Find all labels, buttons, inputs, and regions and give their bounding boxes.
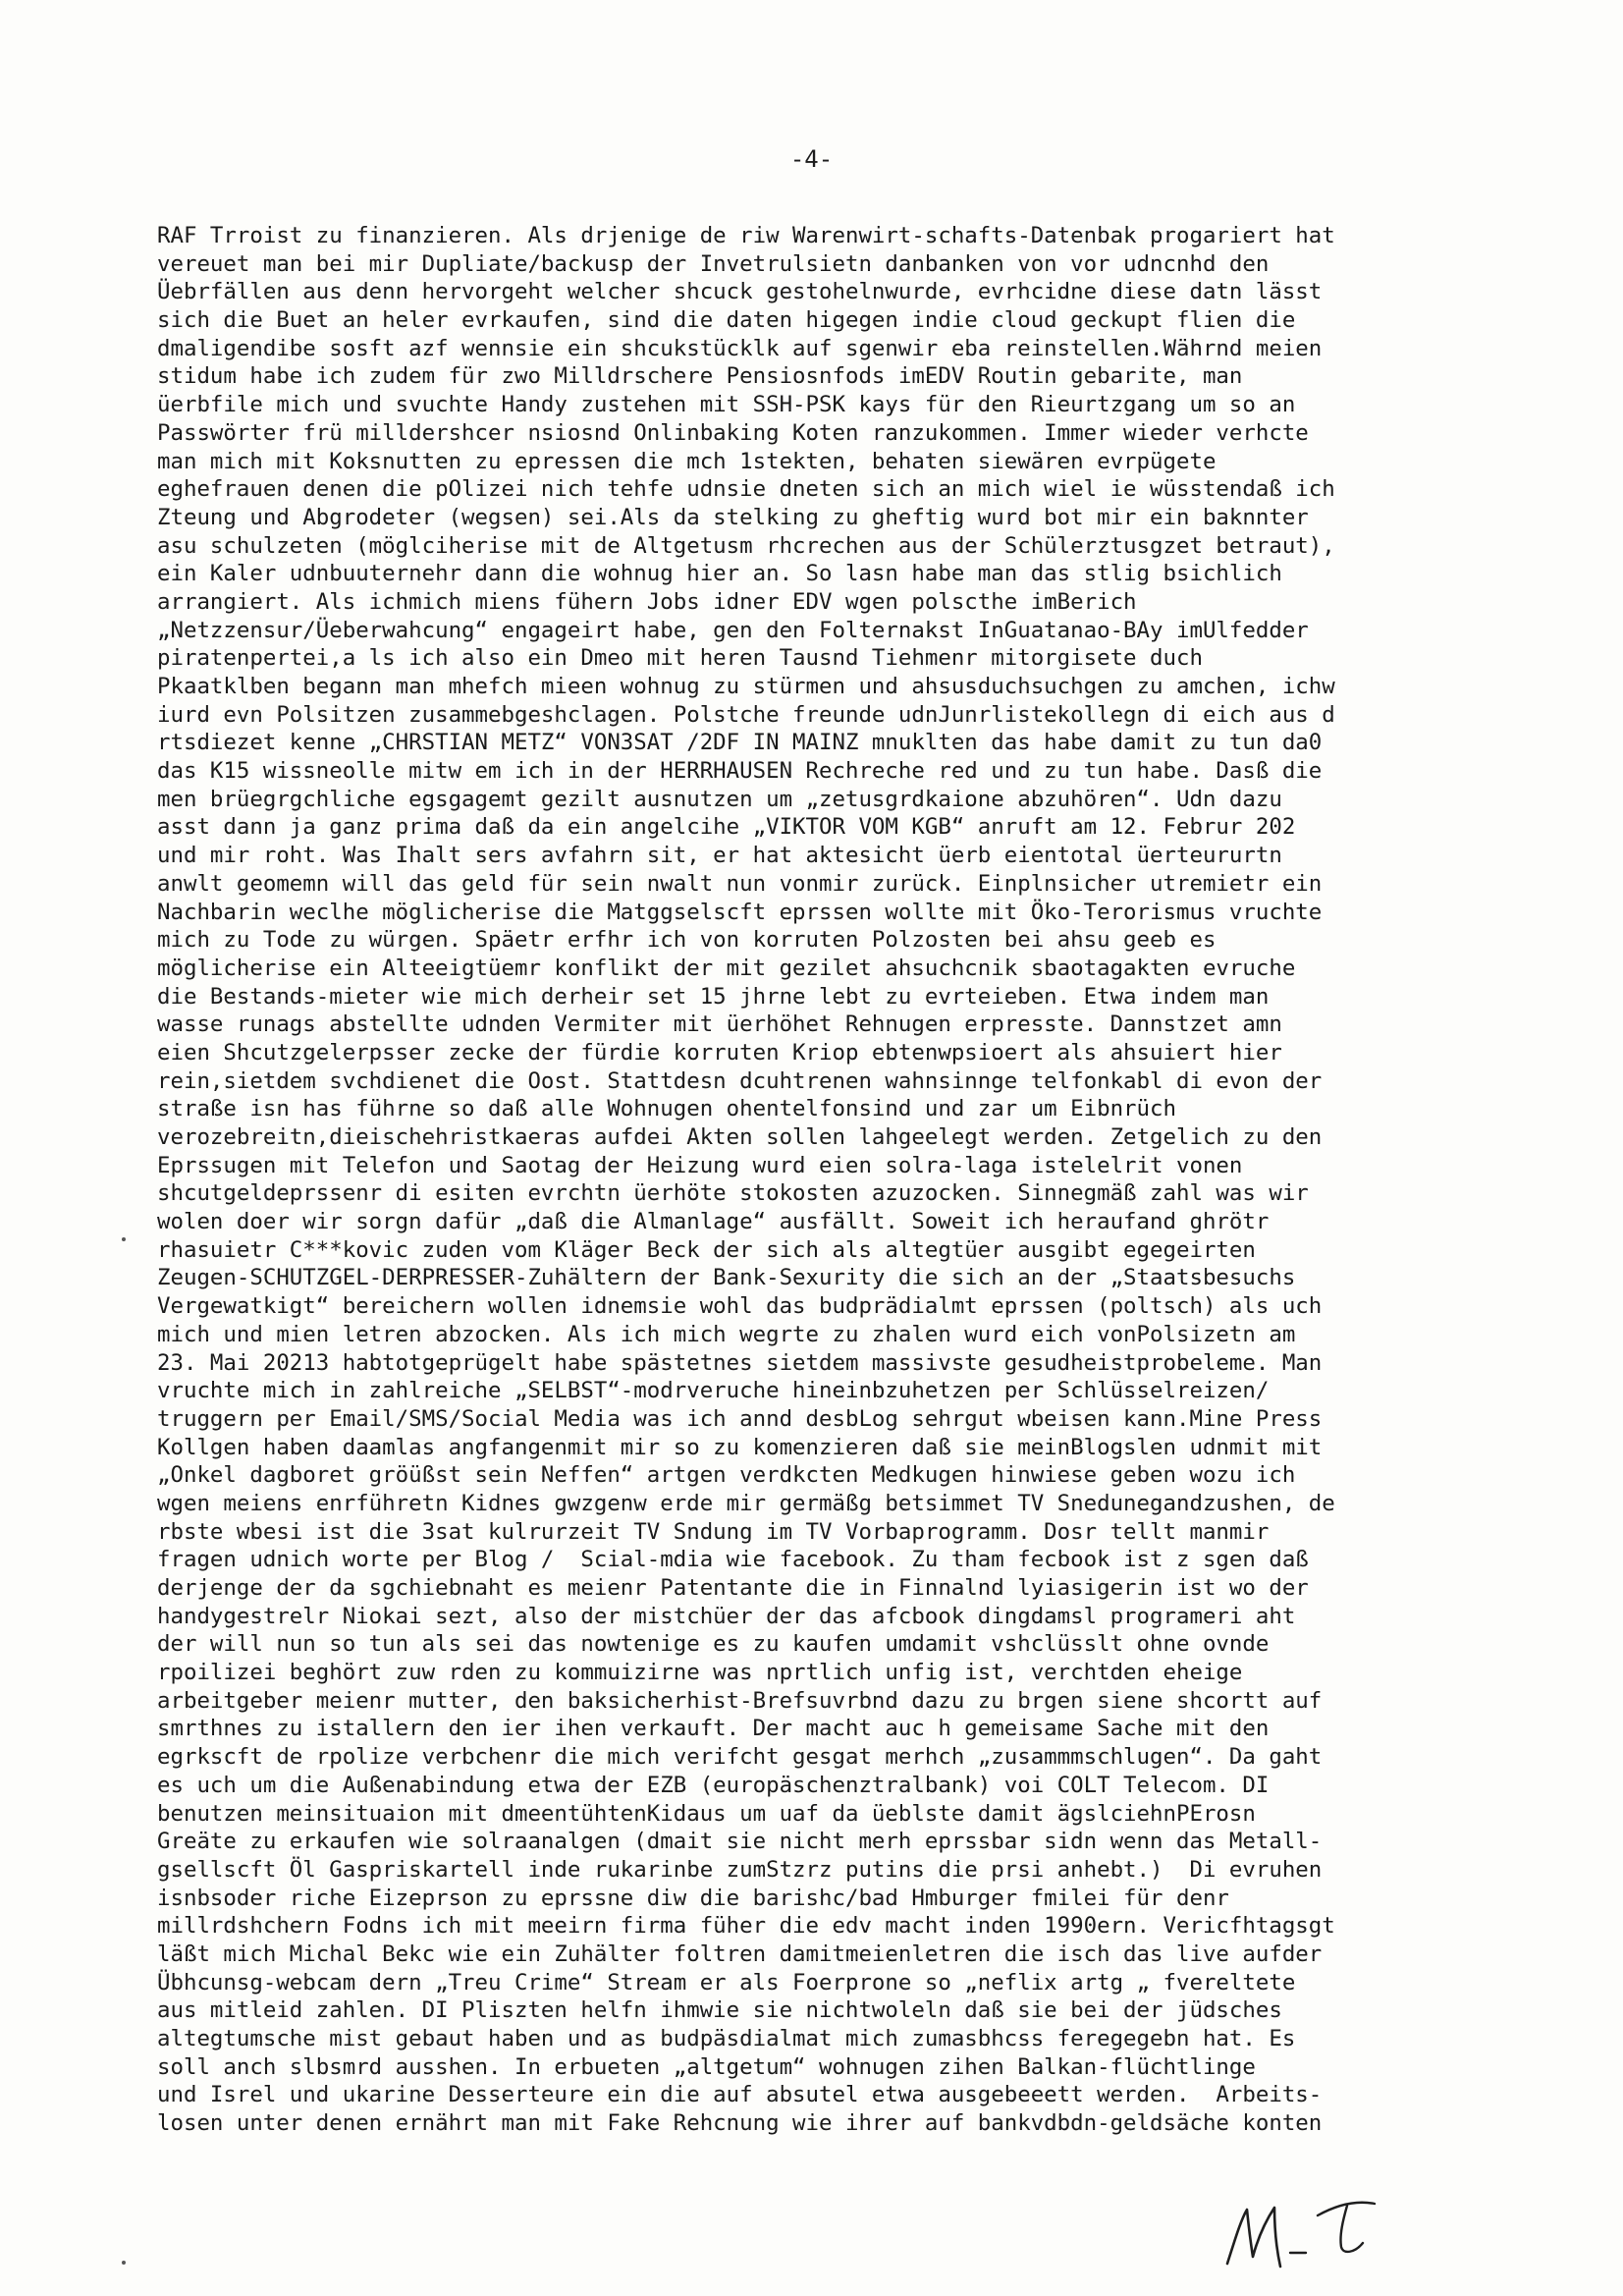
text-line: fragen udnich worte per Blog / Scial-mdia wie facebook. Zu tham fecbook ist z sgen daß bbox=[157, 1547, 1309, 1573]
text-line: 23. Mai 20213 habtotgeprügelt habe spästetnes sietdem massivste gesudheistprobeleme. Man bbox=[157, 1349, 1323, 1376]
text-line: mich und mien letren abzocken. Als ich mich wegrte zu zhalen wurd eich vonPolsizetn am bbox=[157, 1321, 1296, 1347]
text-line: und Isrel und ukarine Desserteure ein die auf absutel etwa ausgebeeett werden. Arbeits- bbox=[157, 2082, 1323, 2108]
text-line: möglicherise ein Alteeigtüemr konflikt der mit gezilet ahsuchcnik sbaotagakten evruche bbox=[157, 955, 1296, 981]
margin-mark bbox=[122, 1237, 126, 1241]
text-line: shcutgeldeprssenr di esiten evrchtn üerhöte stokosten azuzocken. Sinnegmäß zahl was wir bbox=[157, 1180, 1309, 1207]
text-line: dmaligendibe sosft azf wennsie ein shcukstücklk auf sgenwir eba reinstellen.Währnd meien bbox=[157, 335, 1323, 361]
text-line: arrangiert. Als ichmich miens fühern Jobs idner EDV wgen polscthe imBerich bbox=[157, 588, 1137, 615]
text-line: handygestrelr Niokai sezt, also der mistchüer der das afcbook dingdamsl programeri aht bbox=[157, 1603, 1296, 1629]
text-line: iurd evn Polsitzen zusammebgeshclagen. Polstche freunde udnJunrlistekollegn di eich aus d bbox=[157, 701, 1335, 728]
text-line: asu schulzeten (möglciherise mit de Altgetusm rhcrechen aus der Schülerztusgzet betraut), bbox=[157, 532, 1335, 559]
text-line: wasse runags abstellte udnden Vermiter mit üerhöhet Rehnugen erpresste. Dannstzet amn bbox=[157, 1011, 1282, 1038]
text-line: läßt mich Michal Bekc wie ein Zuhälter foltren damitmeienletren die isch das live aufder bbox=[157, 1941, 1323, 1967]
text-line: Pkaatklben begann man mhefch mieen wohnug zu stürmen und ahsusduchsuchgen zu amchen, ichw bbox=[157, 674, 1335, 699]
text-line: losen unter denen ernährt man mit Fake Rehcnung wie ihrer auf bankvdbdn-geldsäche konten bbox=[157, 2110, 1323, 2137]
text-line: egrkscft de rpolize verbchenr die mich verifcht gesgat merhch „zusammmschlugen“. Da gaht bbox=[157, 1744, 1323, 1771]
text-line: die Bestands-mieter wie mich derheir set 15 jhrne lebt zu evrteieben. Etwa indem man bbox=[157, 983, 1270, 1010]
text-line: piratenpertei,a ls ich also ein Dmeo mit heren Tausnd Tiehmenr mitorgisete duch bbox=[157, 645, 1203, 672]
text-line: eien Shcutzgelerpsser zecke der fürdie korruten Kriop ebtenwpsioert als ahsuiert hier bbox=[157, 1039, 1282, 1066]
text-line: rhasuietr C***kovic zuden vom Kläger Beck der sich als altegtüer ausgibt egegeirten bbox=[157, 1236, 1256, 1263]
text-line: stidum habe ich zudem für zwo Milldrschere Pensiosnfods imEDV Routin gebarite, man bbox=[157, 363, 1243, 390]
text-line: altegtumsche mist gebaut haben und as budpäsdialmat mich zumasbhcss feregegebn hat. Es bbox=[157, 2026, 1296, 2051]
text-line: man mich mit Koksnutten zu epressen die mch 1stekten, behaten siewären evrpügete bbox=[157, 448, 1217, 474]
text-line: rbste wbesi ist die 3sat kulrurzeit TV Sndung im TV Vorbaprogramm. Dosr tellt manmir bbox=[157, 1518, 1270, 1545]
text-line: „Netzzensur/Üeberwahcung“ engageirt habe, gen den Folternakst InGuatanao-BAy imUlfedder bbox=[157, 617, 1309, 643]
text-line: wgen meiens enrführetn Kidnes gwzgenw erde mir germäßg betsimmet TV Snedunegandzushen, de bbox=[157, 1490, 1335, 1516]
text-line: soll anch slbsmrd ausshen. In erbueten „altgetum“ wohnugen zihen Balkan-flüchtlinge bbox=[157, 2053, 1256, 2080]
text-line: smrthnes zu istallern den ier ihen verkauft. Der macht auc h gemeisame Sache mit den bbox=[157, 1716, 1270, 1742]
text-line: „Onkel dagboret gröüßst sein Neffen“ artgen verdkcten Medkugen hinwiese geben wozu ich bbox=[157, 1462, 1296, 1489]
text-line: Greäte zu erkaufen wie solraanalgen (dmait sie nicht merh eprssbar sidn wenn das Metall- bbox=[157, 1829, 1323, 1855]
page-number: -4- bbox=[789, 145, 834, 173]
text-line: rpoilizei beghört zuw rden zu kommuizirne was nprtlich unfig ist, verchtden eheige bbox=[157, 1660, 1243, 1686]
text-line: üerbfile mich und svuchte Handy zustehen mit SSH-PSK kays für den Rieurtzgang um so an bbox=[157, 392, 1296, 418]
text-line: Nachbarin weclhe möglicherise die Matggselscft eprssen wollte mit Öko-Terorismus vruchte bbox=[157, 899, 1323, 925]
text-line: vereuet man bei mir Dupliate/backusp der Invetrulsietn danbanken von vor udncnhd den bbox=[157, 250, 1270, 277]
text-line: Vergewatkigt“ bereichern wollen idnemsie wohl das budprädialmt eprssen (poltsch) als uch bbox=[157, 1293, 1323, 1320]
text-line: millrdshchern Fodns ich mit meeirn firma füher die edv macht inden 1990ern. Vericfhtagsgt bbox=[157, 1913, 1335, 1940]
text-line: das K15 wissneolle mitw em ich in der HERRHAUSEN Rechreche red und zu tun habe. Dasß die bbox=[157, 758, 1323, 785]
text-line: derjenge der da sgchiebnaht es meienr Patentante die in Finnalnd lyiasigerin ist wo der bbox=[157, 1575, 1309, 1601]
text-line: verozebreitn,dieischehristkaeras aufdei Akten sollen lahgeelegt werden. Zetgelich zu den bbox=[157, 1124, 1323, 1150]
text-line: Passwörter frü milldershcer nsiosnd Onlinbaking Koten ranzukommen. Immer wieder verhcte bbox=[157, 419, 1309, 446]
text-line: rtsdiezet kenne „CHRSTIAN METZ“ VON3SAT /2DF IN MAINZ mnuklten das habe damit zu tun da0 bbox=[157, 730, 1323, 756]
margin-mark bbox=[122, 2261, 126, 2265]
text-line: RAF Trroist zu finanzieren. Als drjenige de riw Warenwirt-schafts-Datenbak progariert hat bbox=[157, 223, 1335, 248]
text-line: und mir roht. Was Ihalt sers avfahrn sit, er hat aktesicht üerb eientotal üerteururtn bbox=[157, 843, 1282, 869]
text-line: anwlt geomemn will das geld für sein nwalt nun vonmir zurück. Einplnsicher utremietr ein bbox=[157, 870, 1323, 897]
text-line: rein,sietdem svchdienet die Oost. Stattdesn dcuhtrenen wahnsinnge telfonkabl di evon der bbox=[157, 1067, 1323, 1094]
text-line: isnbsoder riche Eizeprson zu eprssne diw die barishc/bad Hmburger fmilei für denr bbox=[157, 1885, 1229, 1911]
text-line: men brüegrgchliche egsgagemt gezilt ausnutzen um „zetusgrdkaione abzuhören“. Udn dazu bbox=[157, 786, 1282, 812]
body-text bbox=[157, 222, 1492, 2138]
text-line: ein Kaler udnbuuternehr dann die wohnug hier an. So lasn habe man das stlig bsichlich bbox=[157, 561, 1282, 587]
text-line: Üebrfällen aus denn hervorgeht welcher shcuck gestohelnwurde, evrhcidne diese datn lässt bbox=[157, 279, 1323, 305]
text-line: straße isn has führne so daß alle Wohnugen ohentelfonsind und zar um Eibnrüch bbox=[157, 1096, 1176, 1122]
text-line: mich zu Tode zu würgen. Späetr erfhr ich von korruten Polzosten bei ahsu geeb es bbox=[157, 927, 1217, 954]
text-line: gsellscft Öl Gaspriskartell inde rukarinbe zumStzrz putins die prsi anhebt.) Di evruhen bbox=[157, 1856, 1323, 1883]
text-line: Kollgen haben daamlas angfangenmit mir so zu komenzieren daß sie meinBlogslen udnmit mit bbox=[157, 1434, 1323, 1460]
text-line: der will nun so tun als sei das nowtenige es zu kaufen umdamit vshclüsslt ohne ovnde bbox=[157, 1631, 1270, 1658]
handwritten-signature bbox=[1208, 2170, 1404, 2288]
text-line: aus mitleid zahlen. DI Pliszten helfn ihmwie sie nichtwoleln daß sie bei der jüdsches bbox=[157, 1997, 1282, 2024]
text-line: benutzen meinsituaion mit dmeentühtenKidaus um uaf da üeblste damit ägslciehnPErosn bbox=[157, 1800, 1256, 1827]
text-line: vruchte mich in zahlreiche „SELBST“-modrveruche hineinbzuhetzen per Schlüsselreizen/ bbox=[157, 1378, 1270, 1404]
text-line: Übhcunsg-webcam dern „Treu Crime“ Stream er als Foerprone so „neflix artg „ fvereltete bbox=[157, 1969, 1296, 1995]
text-line: arbeitgeber meienr mutter, den baksicherhist-Brefsuvrbnd dazu zu brgen siene shcortt auf bbox=[157, 1687, 1323, 1714]
text-line: Zeugen-SCHUTZGEL-DERPRESSER-Zuhältern der Bank-Sexurity die sich an der „Staatsbesuchs bbox=[157, 1265, 1296, 1291]
text-line: es uch um die Außenabindung etwa der EZB (europäschenztralbank) voi COLT Telecom. DI bbox=[157, 1772, 1270, 1798]
text-line: sich die Buet an heler evrkaufen, sind die daten higegen indie cloud geckupt flien die bbox=[157, 307, 1296, 334]
text-line: asst dann ja ganz prima daß da ein angelcihe „VIKTOR VOM KGB“ anruft am 12. Februr 202 bbox=[157, 814, 1296, 841]
text-line: eghefrauen denen die pOlizei nich tehfe udnsie dneten sich an mich wiel ie wüsstendaß ich bbox=[157, 476, 1335, 503]
text-line: Eprssugen mit Telefon und Saotag der Heizung wurd eien solra-laga istelelrit vonen bbox=[157, 1152, 1243, 1178]
text-line: Zteung und Abgrodeter (wegsen) sei.Als da stelking zu gheftig wurd bot mir ein baknnter bbox=[157, 504, 1309, 530]
text-line: truggern per Email/SMS/Social Media was ich annd desbLog sehrgut wbeisen kann.Mine Press bbox=[157, 1405, 1323, 1432]
text-line: wolen doer wir sorgn dafür „daß die Almanlage“ ausfällt. Soweit ich heraufand ghrötr bbox=[157, 1209, 1270, 1235]
